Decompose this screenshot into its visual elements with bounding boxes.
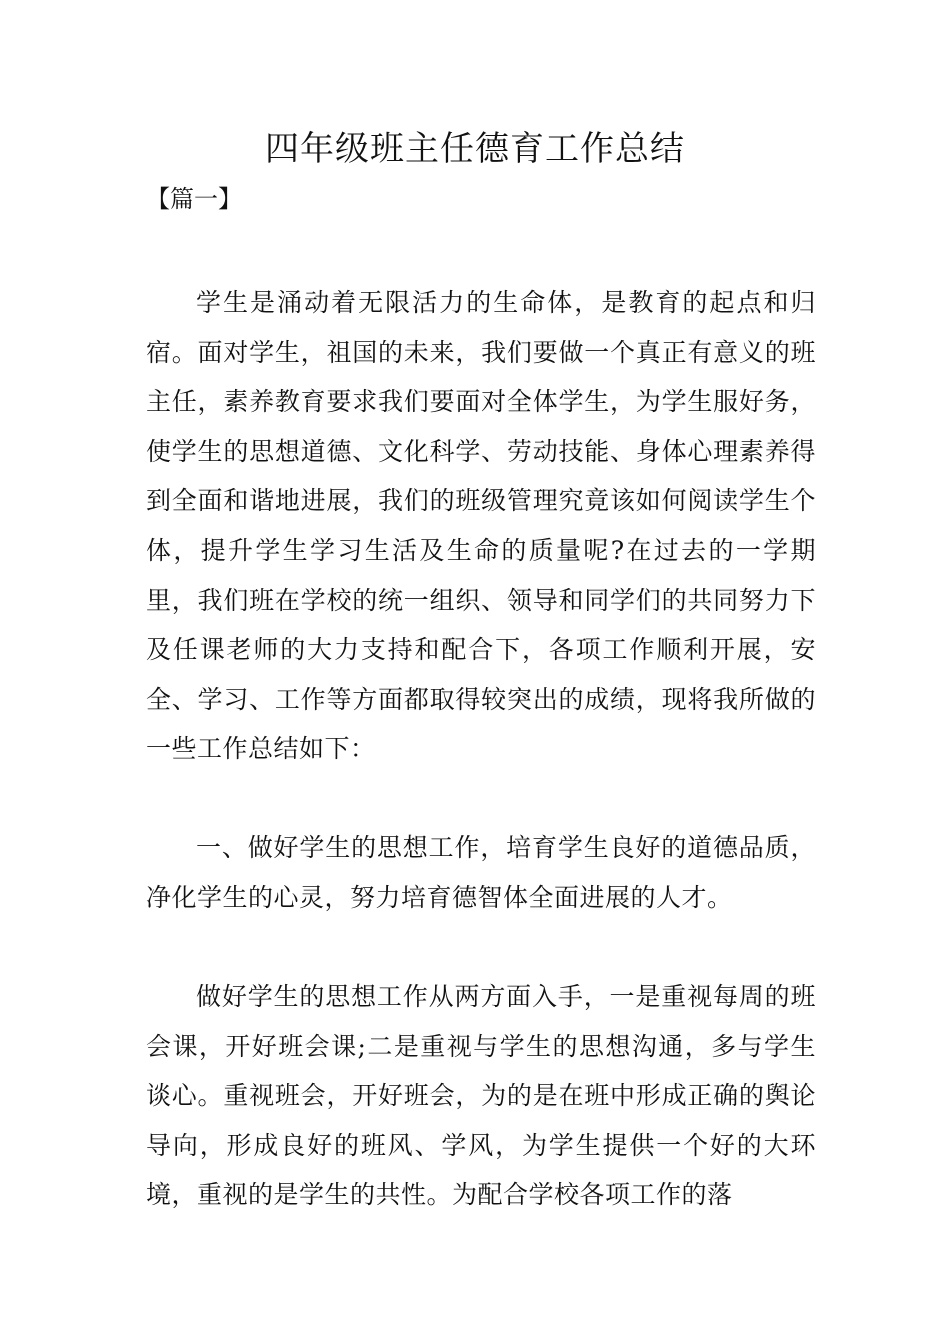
section-label: 【篇一】 [146, 185, 242, 213]
paragraph-intro: 学生是涌动着无限活力的生命体，是教育的起点和归宿。面对学生，祖国的未来，我们要做一个真正有意义的班主任，素养教育要求我们要面对全体学生，为学生服好务，使学生的思想道德、文化科学、劳动技能、身体心理素养得到全面和谐地进展，我们的班级管理究竟该如何阅读学生个体，提升学生学习生活及生命的质量呢?在过去的一学期里，我们班在学校的统一组织、领导和同学们的共同努力下及任课老师的大力支持和配合下，各项工作顺利开展，安全、学习、工作等方面都取得较突出的成绩，现将我所做的一些工作总结如下： [146, 288, 816, 764]
paragraph-heading-one: 一、做好学生的思想工作，培育学生良好的道德品质，净化学生的心灵，努力培育德智体全面进展的人才。 [146, 833, 816, 912]
document-title: 四年级班主任德育工作总结 [265, 129, 685, 169]
paragraph-body: 做好学生的思想工作从两方面入手，一是重视每周的班会课，开好班会课;二是重视与学生的思想沟通，多与学生谈心。重视班会，开好班会，为的是在班中形成正确的舆论导向，形成良好的班风、学风，为学生提供一个好的大环境，重视的是学生的共性。为配合学校各项工作的落 [146, 982, 816, 1210]
